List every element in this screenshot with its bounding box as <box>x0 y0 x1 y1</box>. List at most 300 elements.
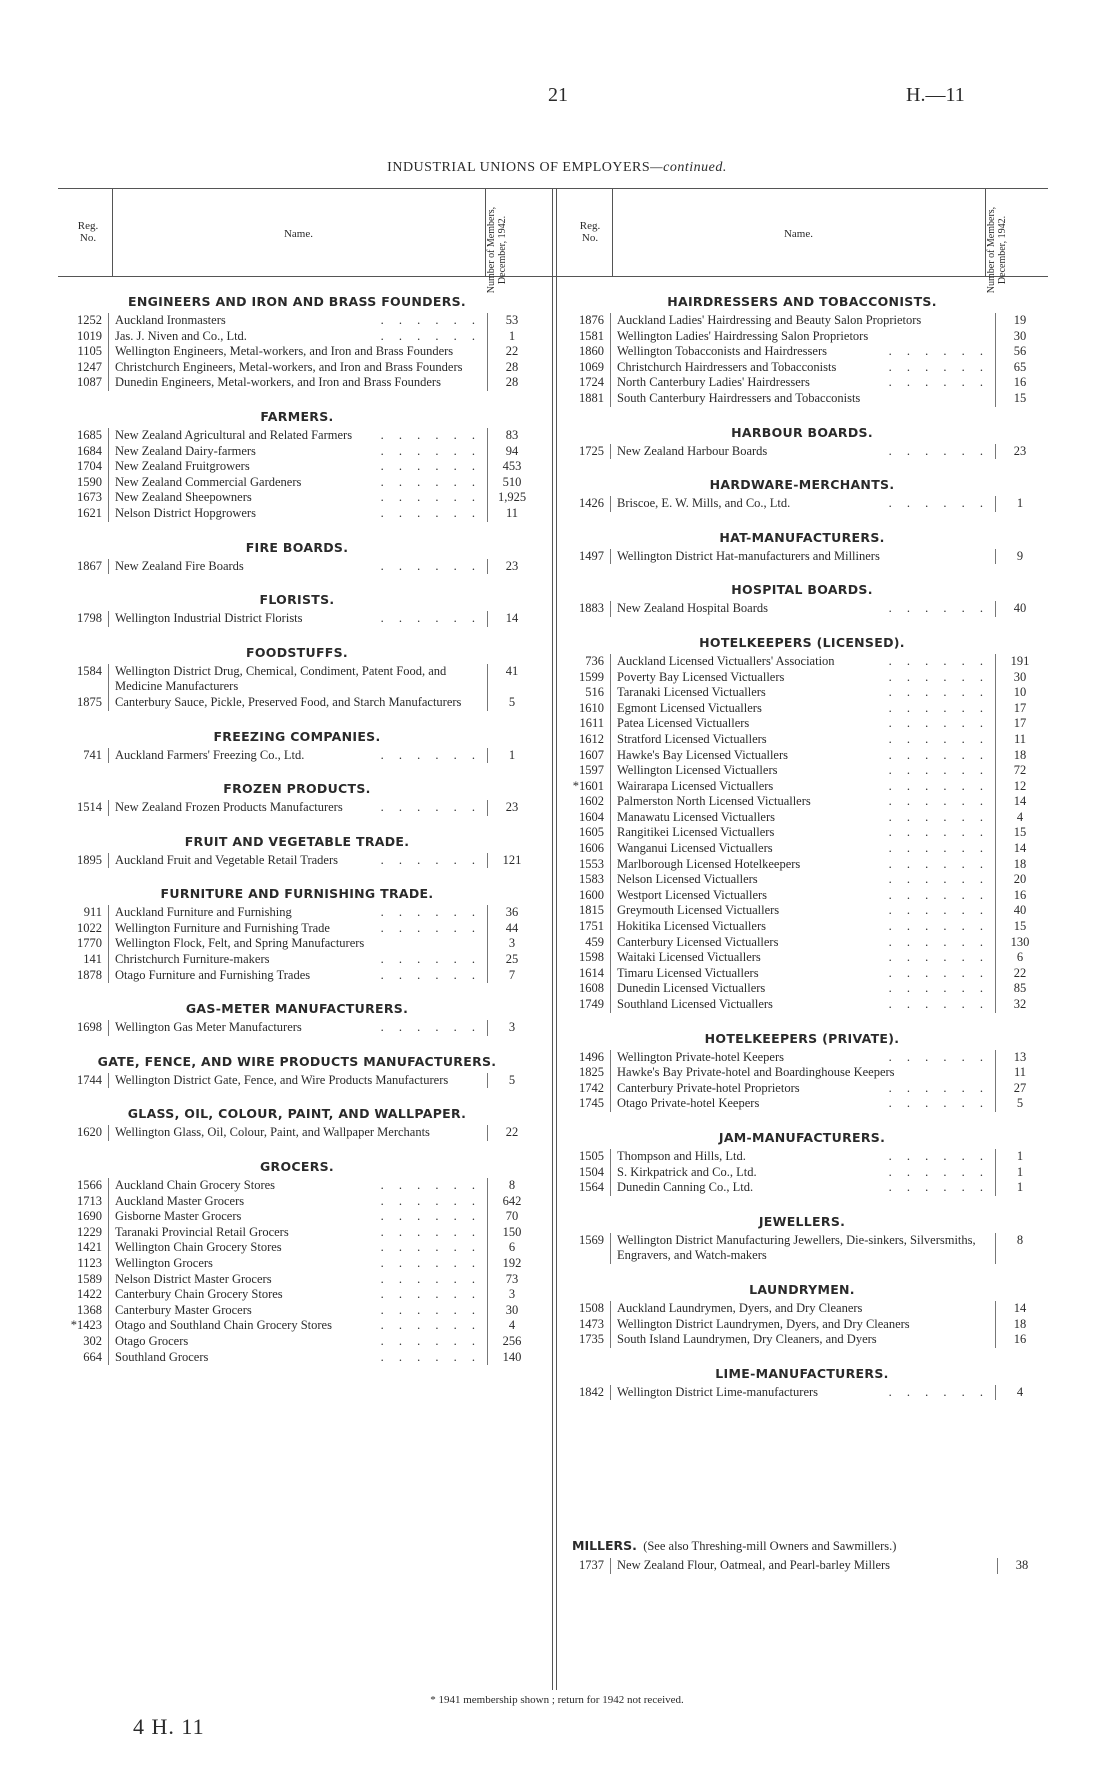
member-count: 70 <box>505 1209 519 1224</box>
leader-dots: . . . . . . <box>888 669 989 684</box>
member-count: 16 <box>1013 887 1027 902</box>
leader-dots: . . . . . . <box>888 653 989 668</box>
union-name <box>610 344 996 360</box>
table-row <box>560 1096 1044 1112</box>
member-count: 23 <box>505 800 519 815</box>
leader-dots: . . . . . . <box>380 967 481 982</box>
leader-dots: . . . . . . <box>380 952 481 967</box>
member-count: 1 <box>508 328 516 343</box>
member-count: 3 <box>508 936 516 951</box>
union-name <box>610 391 996 407</box>
union-name <box>108 1073 488 1089</box>
reg-number: 1815 <box>579 903 604 918</box>
leader-dots: . . . . . . <box>380 427 481 442</box>
union-name-text: Wellington Grocers <box>115 1256 217 1270</box>
table-title-suffix: —continued. <box>650 160 727 175</box>
reg-number: 1564 <box>579 1180 604 1195</box>
member-count: 18 <box>1013 747 1027 762</box>
reg-number: 1713 <box>77 1193 102 1208</box>
union-name-text: New Zealand Fruitgrowers <box>115 459 254 473</box>
union-name <box>610 825 996 841</box>
leader-dots: . . . . . . <box>888 747 989 762</box>
union-name-text: New Zealand Hospital Boards <box>617 601 772 615</box>
table-row <box>58 428 536 444</box>
leader-dots: . . . . . . <box>380 1178 481 1193</box>
millers-block <box>572 1538 1046 1574</box>
reg-number: 1749 <box>579 997 604 1011</box>
table-row <box>560 1317 1044 1333</box>
union-name-text: Canterbury Master Grocers <box>115 1303 256 1317</box>
member-count: 53 <box>505 313 519 327</box>
union-name-text: Nelson Licensed Victuallers <box>617 872 762 886</box>
reg-number: 1600 <box>579 887 604 902</box>
reg-number: 1605 <box>579 825 604 840</box>
right-header-reg: Reg. No. <box>579 220 601 244</box>
union-name <box>108 800 488 816</box>
leader-dots: . . . . . . <box>888 872 989 887</box>
section-heading: HOTELKEEPERS (LICENSED). <box>699 634 905 650</box>
member-count: 5 <box>1016 1096 1024 1111</box>
reg-number: 1704 <box>77 459 102 474</box>
union-name <box>108 1318 488 1334</box>
union-name <box>610 1385 996 1401</box>
reg-number: 1610 <box>579 700 604 715</box>
leader-dots: . . . . . . <box>888 856 989 871</box>
union-name <box>108 1272 488 1288</box>
union-name <box>108 1240 488 1256</box>
union-name-text: Dunedin Canning Co., Ltd. <box>617 1180 757 1194</box>
member-count: 15 <box>1013 919 1027 934</box>
table-row <box>560 360 1044 376</box>
union-name <box>610 779 996 795</box>
table-row <box>560 919 1044 935</box>
section-heading: FURNITURE AND FURNISHING TRADE. <box>160 886 434 902</box>
union-name <box>108 1125 488 1141</box>
reg-number: 1229 <box>77 1224 102 1239</box>
union-name-text: Taranaki Provincial Retail Grocers <box>115 1225 293 1239</box>
reg-number: 1842 <box>579 1384 604 1399</box>
union-name <box>610 841 996 857</box>
reg-number: 1497 <box>579 548 604 563</box>
leader-dots: . . . . . . <box>380 459 481 474</box>
leader-dots: . . . . . . <box>380 313 481 327</box>
reg-number: 1602 <box>579 794 604 809</box>
leader-dots: . . . . . . <box>888 903 989 918</box>
member-count: 7 <box>508 967 516 982</box>
member-count: 3 <box>508 1020 516 1035</box>
union-name <box>610 1081 996 1097</box>
union-name-text: Jas. J. Niven and Co., Ltd. <box>115 329 251 343</box>
table-row <box>560 966 1044 982</box>
member-count: 14 <box>1013 794 1027 809</box>
union-name-text: Otago Private-hotel Keepers <box>617 1096 763 1110</box>
union-name <box>610 360 996 376</box>
union-name-text: Auckland Chain Grocery Stores <box>115 1178 279 1192</box>
union-name <box>108 1209 488 1225</box>
member-count: 11 <box>505 505 519 520</box>
table-row <box>560 444 1044 460</box>
reg-number: 1725 <box>579 443 604 458</box>
section-heading: HARBOUR BOARDS. <box>731 424 873 440</box>
leader-dots: . . . . . . <box>380 1302 481 1317</box>
table-row <box>58 1318 536 1334</box>
union-name <box>610 935 996 951</box>
left-header-reg: Reg. No. <box>77 220 99 244</box>
reg-number: 1698 <box>77 1020 102 1035</box>
union-name-text: New Zealand Flour, Oatmeal, and Pearl-barley Millers <box>617 1558 891 1572</box>
reg-number: 1589 <box>77 1271 102 1286</box>
reg-number: 1876 <box>579 313 604 327</box>
section-heading: HOSPITAL BOARDS. <box>731 582 873 598</box>
section-heading: JEWELLERS. <box>758 1213 846 1229</box>
member-count: 36 <box>505 905 519 920</box>
reg-number: 1735 <box>579 1332 604 1347</box>
union-name <box>108 459 488 475</box>
member-count: 23 <box>505 558 519 573</box>
union-name <box>108 748 488 764</box>
table-title <box>0 160 1114 176</box>
reg-number: 1247 <box>77 359 102 374</box>
member-count: 6 <box>1016 950 1024 965</box>
union-name <box>610 1332 996 1348</box>
union-name-text: Auckland Fruit and Vegetable Retail Traders <box>115 853 342 867</box>
table-row <box>58 1073 536 1089</box>
document-reference: H.—11 <box>906 84 965 106</box>
union-name-text: New Zealand Agricultural and Related Farmers <box>115 428 356 442</box>
leader-dots: . . . . . . <box>380 1193 481 1208</box>
reg-number: 1611 <box>579 716 604 731</box>
table-row <box>560 935 1044 951</box>
table-row <box>58 968 536 984</box>
leader-dots: . . . . . . <box>888 375 989 390</box>
leader-dots: . . . . . . <box>888 825 989 840</box>
union-name <box>610 981 996 997</box>
union-name <box>108 329 488 345</box>
reg-number: 1426 <box>579 496 604 511</box>
member-count: 72 <box>1013 763 1027 778</box>
union-name-text: S. Kirkpatrick and Co., Ltd. <box>617 1165 761 1179</box>
leader-dots: . . . . . . <box>380 1271 481 1286</box>
table-row <box>560 1065 1044 1081</box>
table-row <box>560 701 1044 717</box>
leader-dots: . . . . . . <box>888 716 989 731</box>
section-heading: GLASS, OIL, COLOUR, PAINT, AND WALLPAPER. <box>127 1106 467 1122</box>
reg-number: 1584 <box>77 663 102 678</box>
reg-number: 1087 <box>77 375 102 390</box>
leader-dots: . . . . . . <box>380 558 481 573</box>
leader-dots: . . . . . . <box>380 905 481 920</box>
union-name-text: Briscoe, E. W. Mills, and Co., Ltd. <box>617 496 794 510</box>
reg-number: 1742 <box>579 1080 604 1095</box>
member-count: 3 <box>508 1287 516 1302</box>
table-row <box>560 1180 1044 1196</box>
leader-dots: . . . . . . <box>888 965 989 980</box>
table-row <box>58 475 536 491</box>
union-name <box>108 559 488 575</box>
union-name-text: South Island Laundrymen, Dry Cleaners, and Dyers <box>617 1332 881 1346</box>
reg-number: 1123 <box>77 1256 102 1270</box>
union-name <box>610 685 996 701</box>
union-name-text: Wellington Flock, Felt, and Spring Manufacturers <box>115 936 368 950</box>
leader-dots: . . . . . . <box>888 496 989 511</box>
union-name-text: Auckland Laundrymen, Dyers, and Dry Cleaners <box>617 1301 866 1315</box>
member-count: 17 <box>1013 700 1027 715</box>
union-name <box>108 664 488 695</box>
footnote: * 1941 membership shown ; return for 1942 not received. <box>430 1694 684 1706</box>
union-name-text: Hawke's Bay Private-hotel and Boardinghouse Keepers <box>617 1065 899 1079</box>
member-count: 5 <box>508 694 516 709</box>
member-count: 1,925 <box>497 490 527 505</box>
union-name <box>610 810 996 826</box>
union-name-text: Wellington District Gate, Fence, and Wire Products Manufacturers <box>115 1073 452 1087</box>
section-heading: GAS-METER MANUFACTURERS. <box>185 1001 409 1017</box>
section-heading: ENGINEERS AND IRON AND BRASS FOUNDERS. <box>128 294 466 309</box>
table-row <box>58 905 536 921</box>
union-name-text: Nelson District Hopgrowers <box>115 506 260 520</box>
member-count: 16 <box>1013 375 1027 390</box>
union-name <box>108 475 488 491</box>
member-count: 40 <box>1013 903 1027 918</box>
section-heading: FARMERS. <box>260 408 334 424</box>
reg-number: 1690 <box>77 1209 102 1224</box>
leader-dots: . . . . . . <box>380 1256 481 1270</box>
union-name <box>610 888 996 904</box>
reg-number: 1422 <box>77 1287 102 1302</box>
union-name-text: New Zealand Commercial Gardeners <box>115 475 305 489</box>
leader-dots: . . . . . . <box>888 344 989 359</box>
union-name <box>610 950 996 966</box>
member-count: 10 <box>1013 685 1027 700</box>
union-name-text: Canterbury Chain Grocery Stores <box>115 1287 287 1301</box>
table-row <box>58 800 536 816</box>
union-name <box>108 344 488 360</box>
member-count: 13 <box>1013 1049 1027 1064</box>
member-count: 85 <box>1013 981 1027 996</box>
table-row <box>560 1050 1044 1066</box>
leader-dots: . . . . . . <box>380 1224 481 1239</box>
union-name-text: Auckland Farmers' Freezing Co., Ltd. <box>115 748 308 762</box>
member-count: 8 <box>508 1178 516 1193</box>
table-row <box>58 1125 536 1141</box>
union-name <box>610 732 996 748</box>
reg-number: 1368 <box>77 1302 102 1317</box>
reg-number: 741 <box>83 747 102 762</box>
member-count: 121 <box>502 852 522 867</box>
member-count: 94 <box>505 443 519 458</box>
reg-number: 1684 <box>77 443 102 458</box>
table-title-main: INDUSTRIAL UNIONS OF EMPLOYERS <box>387 160 651 175</box>
member-count: 65 <box>1013 359 1027 374</box>
center-double-rule <box>552 188 557 1690</box>
union-name-text: Auckland Ladies' Hairdressing and Beauty Salon Proprietors <box>617 313 925 327</box>
leader-dots: . . . . . . <box>888 685 989 700</box>
table-row <box>58 459 536 475</box>
union-name-text: Canterbury Private-hotel Proprietors <box>617 1081 804 1095</box>
reg-number: 1860 <box>579 344 604 359</box>
reg-number: 1473 <box>579 1316 604 1331</box>
reg-number: 736 <box>585 653 604 668</box>
leader-dots: . . . . . . <box>380 1349 481 1364</box>
table-row <box>58 952 536 968</box>
union-name <box>108 611 488 627</box>
table-row <box>58 695 536 711</box>
table-row <box>560 496 1044 512</box>
leader-dots: . . . . . . <box>380 920 481 935</box>
reg-number: 1875 <box>77 694 102 709</box>
member-count: 41 <box>505 663 519 678</box>
union-name <box>610 872 996 888</box>
bottom-note: 4 H. 11 <box>133 1714 205 1739</box>
table-row <box>560 779 1044 795</box>
union-name-text: Hokitika Licensed Victuallers <box>617 919 770 933</box>
union-name-text: Dunedin Licensed Victuallers <box>617 981 769 995</box>
member-count: 8 <box>1016 1232 1024 1247</box>
table-row <box>560 794 1044 810</box>
table-row <box>560 549 1044 565</box>
table-row <box>58 360 536 376</box>
member-count: 14 <box>1013 1300 1027 1315</box>
reg-number: 1612 <box>579 731 604 746</box>
table-row <box>58 748 536 764</box>
member-count: 18 <box>1013 856 1027 871</box>
member-count: 30 <box>505 1302 519 1317</box>
member-count: 140 <box>502 1349 522 1364</box>
table-row <box>58 1256 536 1272</box>
union-name-text: Wellington District Drug, Chemical, Condiment, Patent Food, and Medicine Manufacturers <box>115 663 447 694</box>
member-count: 22 <box>505 344 519 359</box>
millers-heading <box>572 1538 1046 1554</box>
table-row <box>560 670 1044 686</box>
reg-number: 1252 <box>77 313 102 327</box>
union-name <box>610 1317 996 1333</box>
table-row <box>58 490 536 506</box>
leader-dots: . . . . . . <box>888 887 989 902</box>
table-row <box>560 1149 1044 1165</box>
leader-dots: . . . . . . <box>888 731 989 746</box>
union-name <box>610 496 996 512</box>
reg-number: 1751 <box>579 919 604 934</box>
reg-number: 1620 <box>77 1125 102 1140</box>
table-row <box>560 810 1044 826</box>
table-row <box>560 654 1044 670</box>
member-count: 15 <box>1013 390 1027 405</box>
left-header-name: Name. <box>283 228 313 240</box>
right-header-name: Name. <box>783 228 813 240</box>
leader-dots: . . . . . . <box>888 778 989 793</box>
union-name <box>610 549 996 565</box>
reg-number: 459 <box>585 934 604 949</box>
union-name <box>108 921 488 937</box>
reg-number: 1895 <box>77 852 102 867</box>
table-row <box>58 936 536 952</box>
union-name <box>108 1334 488 1350</box>
leader-dots: . . . . . . <box>888 1164 989 1179</box>
union-name <box>108 375 488 391</box>
leader-dots: . . . . . . <box>380 852 481 867</box>
leader-dots: . . . . . . <box>888 763 989 778</box>
leader-dots: . . . . . . <box>888 841 989 856</box>
union-name-text: Wellington Private-hotel Keepers <box>617 1050 788 1064</box>
union-name <box>610 1065 996 1081</box>
union-name-text: Egmont Licensed Victuallers <box>617 701 766 715</box>
millers-note: (See also Threshing-mill Owners and Sawmillers.) <box>643 1539 897 1553</box>
union-name <box>108 1194 488 1210</box>
reg-number: 141 <box>83 952 102 967</box>
section-heading: FRUIT AND VEGETABLE TRADE. <box>184 833 410 849</box>
reg-number: 1737 <box>579 1558 604 1572</box>
union-name-text: Wellington Industrial District Florists <box>115 611 307 625</box>
table-row <box>58 1209 536 1225</box>
reg-number: 1583 <box>579 872 604 887</box>
union-name <box>610 903 996 919</box>
reg-number: 1744 <box>77 1072 102 1087</box>
table-row <box>58 1350 536 1366</box>
reg-number: 1685 <box>77 427 102 442</box>
member-count: 14 <box>1013 841 1027 856</box>
reg-number: 1569 <box>579 1232 604 1247</box>
member-count: 73 <box>505 1271 519 1286</box>
right-column <box>560 294 1044 1400</box>
table-row <box>560 1558 1046 1574</box>
union-name <box>610 670 996 686</box>
reg-number: 1607 <box>579 747 604 762</box>
table-row <box>58 329 536 345</box>
section-heading: LIME-MANUFACTURERS. <box>715 1365 889 1381</box>
member-count: 1 <box>1016 1148 1024 1163</box>
union-name <box>610 966 996 982</box>
section-heading: HAIRDRESSERS AND TOBACCONISTS. <box>667 294 937 309</box>
member-count: 4 <box>508 1318 516 1333</box>
reg-number: 302 <box>83 1333 102 1348</box>
union-name-text: Southland Licensed Victuallers <box>617 997 777 1011</box>
reg-number: 1614 <box>579 965 604 980</box>
reg-number: 1421 <box>77 1240 102 1255</box>
union-name-text: Wellington Engineers, Metal-workers, and Iron and Brass Founders <box>115 344 457 358</box>
table-row <box>58 506 536 522</box>
section-heading: HARDWARE-MERCHANTS. <box>709 477 895 493</box>
member-count: 256 <box>502 1333 522 1348</box>
reg-number: 1621 <box>77 505 102 520</box>
reg-number: 1745 <box>579 1096 604 1111</box>
member-count: 5 <box>508 1072 516 1087</box>
table-row <box>560 763 1044 779</box>
table-row <box>58 664 536 695</box>
union-name-text: Thompson and Hills, Ltd. <box>617 1149 750 1163</box>
reg-number: 1608 <box>579 981 604 996</box>
leader-dots: . . . . . . <box>888 601 989 616</box>
leader-dots: . . . . . . <box>380 800 481 815</box>
union-name <box>108 1303 488 1319</box>
leader-dots: . . . . . . <box>888 950 989 965</box>
union-name-text: Marlborough Licensed Hotelkeepers <box>617 857 804 871</box>
reg-number: 1504 <box>579 1164 604 1179</box>
table-row <box>560 1081 1044 1097</box>
leader-dots: . . . . . . <box>888 981 989 996</box>
union-name-text: Christchurch Furniture-makers <box>115 952 273 966</box>
millers-title: MILLERS. <box>572 1538 637 1553</box>
union-name <box>610 857 996 873</box>
reg-number: 1881 <box>579 390 604 405</box>
union-name <box>108 1256 488 1272</box>
union-name <box>108 1350 488 1366</box>
section-heading: FROZEN PRODUCTS. <box>223 781 371 797</box>
reg-number: 1883 <box>579 601 604 616</box>
reg-number: 1022 <box>77 920 102 935</box>
table-row <box>560 981 1044 997</box>
union-name <box>108 360 488 376</box>
section-heading: FOODSTUFFS. <box>246 644 348 660</box>
section-heading: FREEZING COMPANIES. <box>213 728 381 744</box>
